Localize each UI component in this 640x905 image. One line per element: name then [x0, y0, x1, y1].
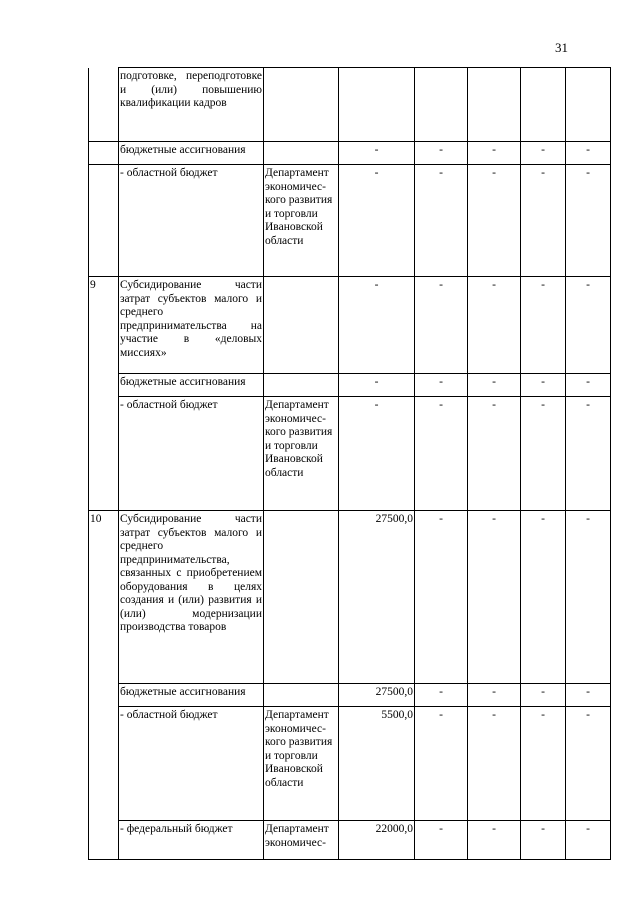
row-number: 9 [89, 277, 119, 374]
row-number-cell [89, 68, 119, 142]
table-row: - областной бюджет Департамент экономичес-кого развития и торговли Ивановской области - - - - - [89, 165, 611, 277]
department-cell: Департамент экономичес- [264, 821, 339, 860]
table-row: бюджетные ассигнования 27500,0 - - - - [89, 684, 611, 707]
table-row [89, 68, 611, 142]
row-description: Субсидирование части затрат субъектов малого и среднего предпринимательства на участие в «деловых миссиях» [119, 277, 264, 374]
row-description: - областной бюджет [119, 707, 264, 821]
amount-cell: 27500,0 [339, 511, 415, 684]
amount-cell: 5500,0 [339, 707, 415, 821]
page-number: 31 [555, 40, 568, 55]
table-row: - областной бюджет Департамент экономичес-кого развития и торговли Ивановской области 5500,0 - - - - [89, 707, 611, 821]
table-row: бюджетные ассигнования - - - - - [89, 142, 611, 165]
amount-cell: 27500,0 [339, 684, 415, 707]
row-description: бюджетные ассигнования [119, 142, 264, 165]
table-row: 10 Субсидирование части затрат субъектов малого и среднего предпринимательства, связанных с приобретением оборудования в целях создания и (или) развития и (или) модернизации производства товаров 27500,0 - - - - [89, 511, 611, 684]
row-description: бюджетные ассигнования [119, 374, 264, 397]
table-row: - федеральный бюджет Департамент экономичес- 22000,0 - - - - [89, 821, 611, 860]
amount-cell: 22000,0 [339, 821, 415, 860]
department-cell: Департамент экономичес-кого развития и торговли Ивановской области [264, 165, 339, 277]
department-cell: Департамент экономичес-кого развития и торговли Ивановской области [264, 397, 339, 511]
table-row: - областной бюджет Департамент экономичес-кого развития и торговли Ивановской области - - - - - [89, 397, 611, 511]
row-description: подготовке, переподготовке и (или) повышению квалификации кадров [119, 68, 264, 142]
row-description: - областной бюджет [119, 397, 264, 511]
budget-table [88, 67, 611, 860]
department-cell: Департамент экономичес-кого развития и торговли Ивановской области [264, 707, 339, 821]
row-description: бюджетные ассигнования [119, 684, 264, 707]
row-description: - областной бюджет [119, 165, 264, 277]
table-row: 9 Субсидирование части затрат субъектов малого и среднего предпринимательства на участие в «деловых миссиях» - - - - - [89, 277, 611, 374]
row-description: - федеральный бюджет [119, 821, 264, 860]
row-description: Субсидирование части затрат субъектов малого и среднего предпринимательства, связанных с приобретением оборудования в целях создания и (или) развития и (или) модернизации производства товаров [119, 511, 264, 684]
row-number: 10 [89, 511, 119, 684]
table-row: бюджетные ассигнования - - - - - [89, 374, 611, 397]
